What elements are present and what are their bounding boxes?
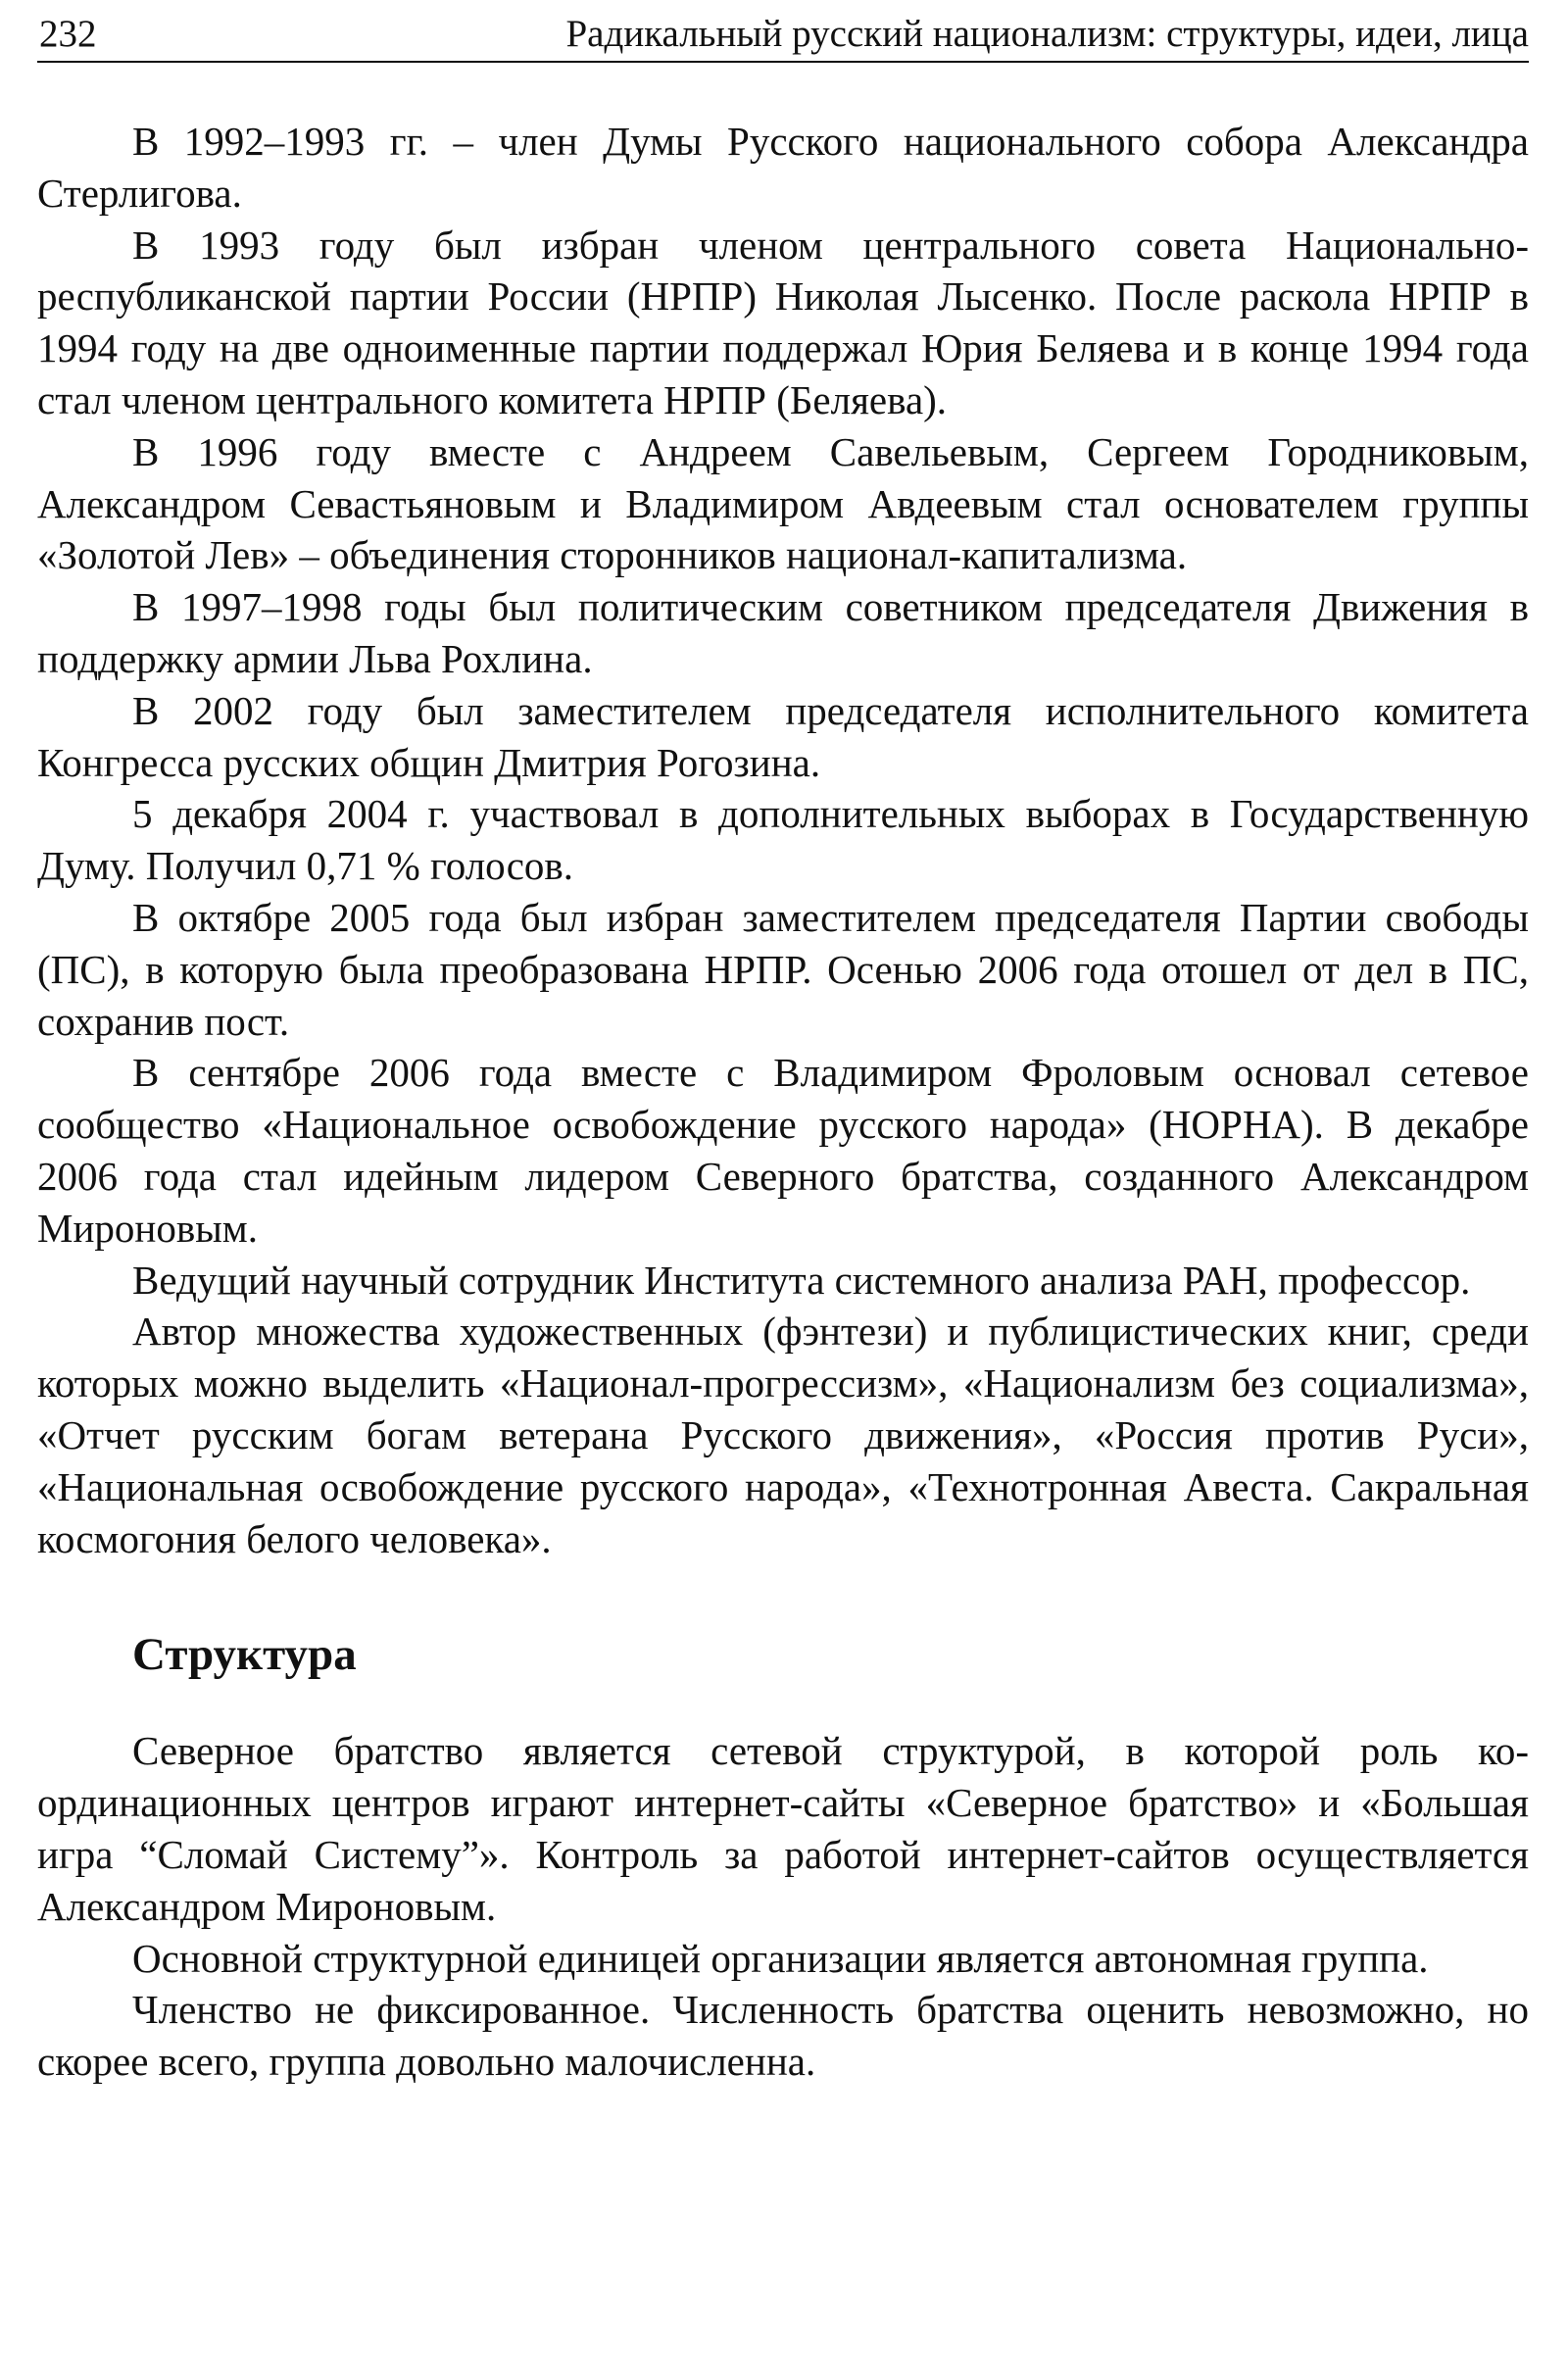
section-heading: Структура (132, 1629, 357, 1681)
main-text (37, 116, 1529, 2088)
paragraph: Автор множества художественных (фэнтези) и публицистических книг, среди которых можно выделить «Национал-прогрессизм», «Национализм без социализма», «Отчет русским богам ветерана Русского движения», «Россия против Руси», «Национальная освобождение русского народа», «Технотронная Авеста. Сакральная космогония белого человека». (37, 1308, 1529, 1561)
paragraph: Основной структурной единицей организации является автономная группа. (132, 1935, 1429, 1981)
paragraph: Ведущий научный сотрудник Института системного анализа РАН, профессор. (132, 1257, 1471, 1303)
paragraph: В 1996 году вместе с Андреем Савельевым, Сергеем Городниковым, Александром Севастьяновым и Владимиром Авдеевым стал основателем группы «Золотой Лев» – объединения сторонников национал-капитализма. (37, 428, 1529, 578)
paragraph: 5 декабря 2004 г. участвовал в дополнительных выборах в Государственную Думу. Получил 0,71 % голосов. (37, 791, 1529, 889)
paragraph: В 1997–1998 годы был политическим советником председателя Движения в поддержку армии Льва Рохлина. (37, 584, 1529, 681)
running-header (37, 8, 1529, 63)
paragraph: В сентябре 2006 года вместе с Владимиром Фроловым основал сетевое сообщество «Национальное освобождение русского народа» (НОРНА). В декабре 2006 года стал идейным лидером Северного братства, созданного Александром Мироновым. (37, 1050, 1529, 1251)
book-page (37, 0, 1529, 2370)
paragraph: Членство не фиксированное. Численность братства оценить невозможно, но скорее всего, группа довольно малочисленна. (37, 1987, 1529, 2085)
running-title: Радикальный русский национализм: структуры, идеи, лица (565, 13, 1529, 55)
paragraph: В 1993 году был избран членом центрального совета Национально-республиканской партии России (НРПР) Николая Лысенко. После раскола НРПР в 1994 году на две одноименные партии поддержал Юрия Беляева и в конце 1994 года стал членом центрального комитета НРПР (Беляева). (37, 222, 1529, 422)
paragraph: Северное братство является сетевой структурой, в которой роль координационных центров играют интернет-сайты «Северное братство» и «Большая игра “Сломай Систему”». Контроль за работой интернет-сайтов осуществляется Александром Мироновым. (37, 1728, 1529, 1929)
page-number: 232 (39, 13, 97, 55)
paragraph: В 2002 году был заместителем председателя исполнительного комитета Конгресса русских общин Дмитрия Рогозина. (37, 687, 1529, 785)
paragraph: В 1992–1993 гг. – член Думы Русского национального собора Александра Стерлигова. (37, 119, 1529, 216)
paragraph: В октябре 2005 года был избран заместителем председателя Партии свободы (ПС), в которую была преобразована НРПР. Осенью 2006 года отошел от дел в ПС, сохранив пост. (37, 894, 1529, 1044)
